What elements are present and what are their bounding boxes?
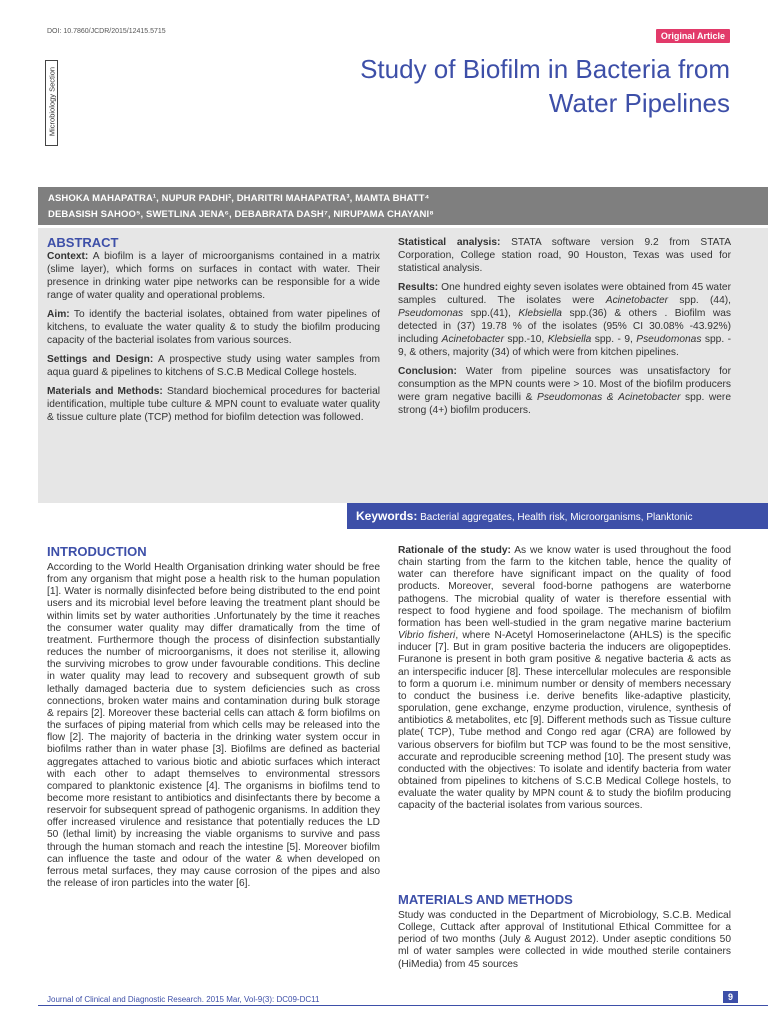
abstract-settings bbox=[47, 353, 380, 379]
results-text: spp.-10, bbox=[503, 334, 548, 345]
results-text: spp. (44), bbox=[668, 295, 731, 306]
results-text: spp.(36) & others . Biofilm was detected in (37) 19.78 % of the isolates (95% CI 30.08% -43.92%) including bbox=[398, 308, 731, 345]
title-line-2: Water Pipelines bbox=[548, 88, 730, 118]
abstract-results bbox=[398, 281, 731, 359]
conclusion-text: spp. were strong (4+) biofilm producers. bbox=[398, 392, 731, 416]
materials-methods-heading: MATERIALS AND METHODS bbox=[398, 892, 573, 907]
species-name: Klebsiella bbox=[518, 308, 562, 319]
methods-label: Materials and Methods: bbox=[47, 386, 163, 397]
introduction-text: According to the World Health Organisation drinking water should be free from any organism that might pose a health risk to the human population [1]. Water is normally disinfected before being distributed to the end point users and its microbial level before leaving the treatment plant should be within limits set by water authorities .Unfortunately by the time it reaches the consumer water quality may differ dramatically from the time of treatment. Furthermore though the process of disinfection substantially reduces the number of microorganisms, it does not sterilise it, allowing the surviving microbes to grow under favourable conditions. This decline in water quality may lead to recovery and subsequent growth of sub lethally damaged bacteria due to system deficiencies such as cross connections, broken water mains and contamination during bulk storage & repairs [2]. Moreover these bacterial cells can attach & form biofilms on the surfaces of piping material from which cells may be released into the flow [2]. The majority of bacteria in the drinking water system occur in biofilms rather than in water phase [3]. Biofilms are defined as bacterial aggregates attached to various biotic and abiotic surfaces which interact with each other to adapt themselves to environmental stressors compared to planktonic existence [4]. The organisms in biofilms tend to become more resistant to antibiotics and disinfectants there by become a reservoir for subsequent spread of pathogenic organisms. In addition they offer increased virulence and resistance that potentially reduces the LD 50 (lethal limit) by increasing the viable organisms to survive and pass through the human stomach and reach the intestine [5]. Moreover biofilm can influence the taste and odour of the water & when developed on ferrous metal surfaces, they may cause corrosion of the pipes and also the release of iron particles into the water [6]. bbox=[47, 562, 380, 890]
species-name: Acinetobacter bbox=[618, 392, 681, 403]
keywords-bar bbox=[347, 503, 768, 529]
rationale-paragraph bbox=[398, 545, 731, 812]
aim-text: To identify the bacterial isolates, obtained from water pipelines of kitchens, to evaluate the water quality & to study the biofilm producing capacity of the bacterial isolates from various sources. bbox=[47, 309, 380, 346]
article-type-badge: Original Article bbox=[656, 29, 730, 43]
rationale-label: Rationale of the study: bbox=[398, 545, 511, 556]
aim-label: Aim: bbox=[47, 309, 70, 320]
conclusion-text: Water from pipeline sources was unsatisfactory for consumption as the MPN counts were > 10. Most of the biofilm producers were gram negative bacilli & bbox=[398, 366, 731, 403]
abstract-context bbox=[47, 250, 380, 302]
species-name: Pseudomonas bbox=[636, 334, 702, 345]
abstract-heading: ABSTRACT bbox=[47, 235, 119, 250]
results-text: spp. - 9, & others, majority (34) of which were from kitchen pipelines. bbox=[398, 334, 732, 358]
abstract-left-column bbox=[47, 250, 380, 430]
abstract-aim bbox=[47, 308, 380, 347]
species-name: Vibrio fisheri bbox=[398, 630, 456, 642]
keywords-text: Bacterial aggregates, Health risk, Microorganisms, Planktonic bbox=[417, 512, 693, 523]
materials-methods-text: Study was conducted in the Department of Microbiology, S.C.B. Medical College, Cuttack after approval of Institutional Ethical Committee for a period of two months (July & August 2012). Under aseptic conditions 50 ml of water samples were collected in wide mouthed sterile containers (HiMedia) from 45 sources bbox=[398, 910, 731, 970]
methods-text: Standard biochemical procedures for bacterial identification, multiple tube culture & MPN count to evaluate water quality & tissue culture plate (TCP) method for biofilm detection was followed. bbox=[47, 386, 381, 423]
introduction-column bbox=[47, 562, 380, 890]
settings-label: Settings and Design: bbox=[47, 354, 154, 365]
species-name: Pseudomonas bbox=[398, 308, 464, 319]
author-bar bbox=[38, 187, 768, 225]
materials-methods-column bbox=[398, 910, 731, 971]
results-text: spp. - 9, bbox=[591, 334, 637, 345]
page-number: 9 bbox=[723, 991, 738, 1003]
keywords-label: Keywords: bbox=[356, 509, 418, 523]
stats-label: Statistical analysis: bbox=[398, 237, 501, 248]
results-text: One hundred eighty seven isolates were obtained from 45 water samples cultured. The isolates were bbox=[398, 282, 731, 306]
article-title bbox=[210, 52, 730, 120]
rationale-text: As we know water is used throughout the food chain starting from the farm to the kitchen table, hence the quality of water can therefore have significant impact on the quality of food products. Moreover, several food-borne pathogens are waterborne pathogens. The microbial quality of water is therefore essential with respect to food hygiene and food spoilage. The mechanism of biofilm formation has been well-studied in the gram negative marine bacterium bbox=[398, 545, 731, 629]
context-label: Context: bbox=[47, 251, 89, 262]
introduction-heading: INTRODUCTION bbox=[47, 544, 147, 559]
rationale-text: , where N-Acetyl Homoserinelactone (AHLS) is the specific inducer [7]. But in gram positive bacteria the inducers are oligopeptides. Furanone is present in both gram positive & negative bacteria & acts as an interspecific inducer [8]. These intercellular molecules are responsible to form a quorum i.e. minimum number or density of members necessary to conduct the business i.e. derive benefits like-adaptive plasticity, sporulation, gene exchange, enzyme production, virulence, synthesis of antibiotics & metabolites, etc [9]. Different methods such as Tissue culture plate( TCP), Tube method and Congo red agar (CRA) are followed by various observers for biofilm but TCP was found to be the most sensitive, accurate and reproducible screening method [10]. The present study was conducted with the objectives: To isolate and identify bacteria from water obtained from pipelines to kitchens of S.C.B Medical College hostels, to evaluate the water quality by MPN count & to study the biofilm producing capacity of the bacterial isolates from various sources. bbox=[398, 630, 732, 812]
doi-text: DOI: 10.7860/JCDR/2015/12415.5715 bbox=[47, 28, 166, 35]
abstract-stats bbox=[398, 236, 731, 275]
authors-line-2: DEBASISH SAHOO⁵, SWETLINA JENA⁶, DEBABRATA DASH⁷, NIRUPAMA CHAYANI⁸ bbox=[48, 209, 434, 220]
journal-footer: Journal of Clinical and Diagnostic Research. 2015 Mar, Vol-9(3): DC09-DC11 bbox=[47, 995, 320, 1004]
stats-text: STATA software version 9.2 from STATA Corporation, College station road, 90 Houston, Texas was used for statistical analysis. bbox=[398, 237, 731, 274]
authors-line-1: ASHOKA MAHAPATRA¹, NUPUR PADHI², DHARITRI MAHAPATRA³, MAMTA BHATT⁴ bbox=[48, 193, 430, 204]
abstract-conclusion bbox=[398, 365, 731, 417]
results-text: spp.(41), bbox=[463, 308, 519, 319]
species-name: Acinetobacter bbox=[441, 334, 504, 345]
species-name: Pseudomonas & bbox=[537, 392, 614, 403]
section-tag bbox=[45, 60, 58, 146]
species-name: Acinetobacter bbox=[605, 295, 669, 306]
section-label: Microbiology Section bbox=[47, 66, 57, 137]
conclusion-label: Conclusion: bbox=[398, 366, 457, 377]
species-name: Klebsiella bbox=[547, 334, 592, 345]
context-text: A biofilm is a layer of microorganisms contained in a matrix (slime layer), which forms on surfaces in contact with water. Their presence in drinking water pipe networks can be responsible for a wide range of water quality and operational problems. bbox=[47, 251, 380, 301]
abstract-right-column bbox=[398, 236, 731, 423]
rationale-column bbox=[398, 545, 731, 812]
settings-text: A prospective study using water samples from aqua guard & pipelines to kitchens of S.C.B Medical College hostels. bbox=[47, 354, 380, 378]
title-line-1: Study of Biofilm in Bacteria from bbox=[360, 54, 730, 84]
abstract-methods bbox=[47, 385, 380, 424]
footer-divider bbox=[38, 1005, 768, 1006]
results-label: Results: bbox=[398, 282, 439, 293]
